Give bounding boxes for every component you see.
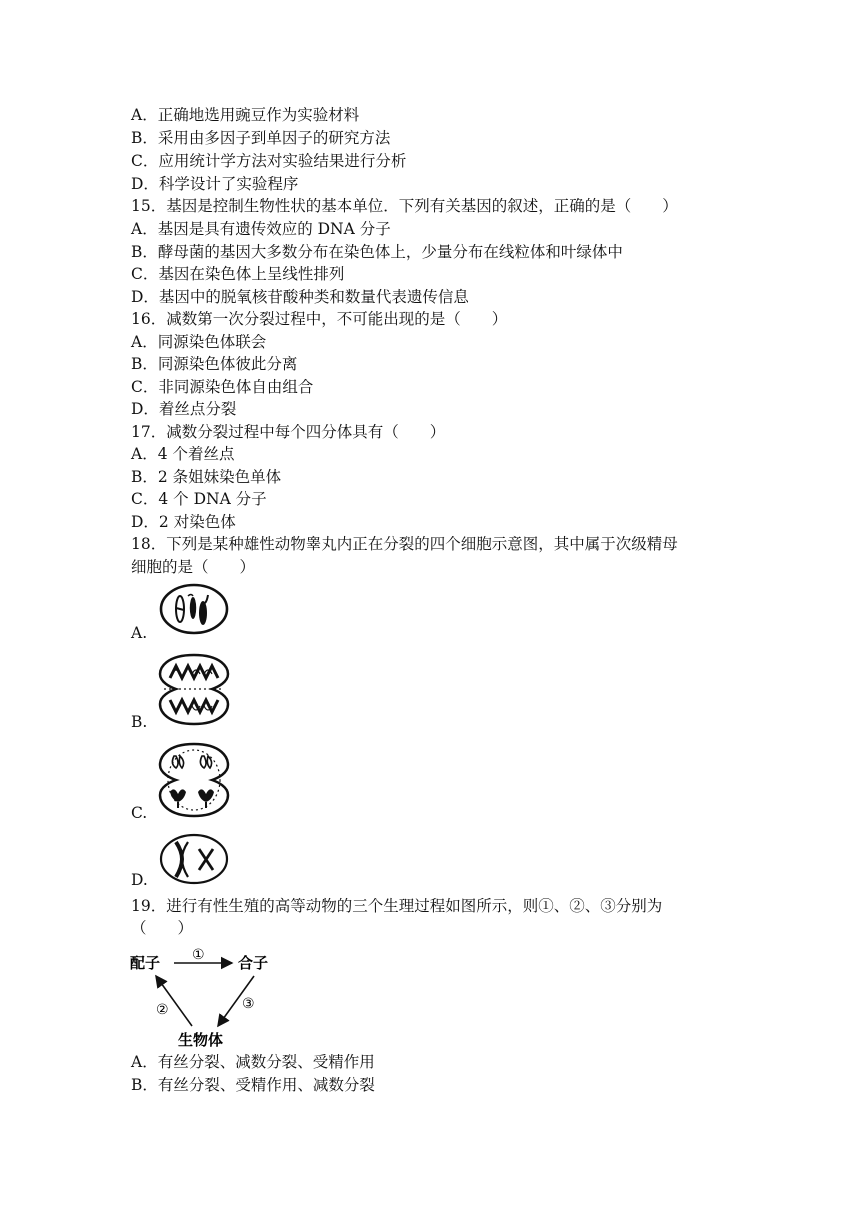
q15-stem: 15．基因是控制生物性状的基本单位．下列有关基因的叙述，正确的是（ ） [131,197,678,215]
q16-stem: 16．减数第一次分裂过程中，不可能出现的是（ ） [131,310,508,328]
arrow-2-label: ② [156,1002,169,1018]
q14-option-a: A．正确地选用豌豆作为实验材料 [131,106,360,124]
q16-option-c: C．非同源染色体自由组合 [131,378,314,396]
q19-option-a: A．有丝分裂、减数分裂、受精作用 [131,1053,375,1071]
q15-option-a: A．基因是具有遗传效应的 DNA 分子 [131,220,391,238]
q18-stem-line1: 18．下列是某种雄性动物睾丸内正在分裂的四个细胞示意图，其中属于次级精母 [131,535,678,553]
q14-option-c: C．应用统计学方法对实验结果进行分析 [131,152,407,170]
arrow-2 [156,976,192,1026]
q15-option-c: C．基因在染色体上呈线性排列 [131,265,345,283]
q19-option-b: B．有丝分裂、受精作用、减数分裂 [131,1076,375,1094]
q16-option-a: A．同源染色体联会 [131,333,267,351]
node-organism: 生物体 [178,1031,224,1049]
reproduction-cycle-diagram [126,944,282,1050]
q18-label-d: D. [131,871,148,889]
q17-option-c: C．4 个 DNA 分子 [131,490,267,508]
q17-option-d: D．2 对染色体 [131,513,236,531]
q14-option-b: B．采用由多因子到单因子的研究方法 [131,129,391,147]
q15-option-d: D．基因中的脱氧核苷酸种类和数量代表遗传信息 [131,288,469,306]
q14-option-d: D．科学设计了实验程序 [131,175,299,193]
arrow-1-label: ① [192,947,205,963]
arrow-3-label: ③ [242,996,255,1012]
q17-stem: 17．减数分裂过程中每个四分体具有（ ） [131,423,446,441]
q19-stem-line1: 19．进行有性生殖的高等动物的三个生理过程如图所示，则①、②、③分别为 [131,897,663,915]
cell-c-figure [156,740,232,820]
node-zygote: 合子 [238,954,269,972]
q18-label-c: C. [131,804,148,822]
cell-d-figure [158,832,230,886]
q15-option-b: B．酵母菌的基因大多数分布在染色体上，少量分布在线粒体和叶绿体中 [131,243,623,261]
q17-option-b: B．2 条姐妹染色单体 [131,468,282,486]
q18-label-a: A. [131,624,148,642]
q18-stem-line2: 细胞的是（ ） [131,558,256,576]
q19-stem-line2: （ ） [131,919,194,937]
q16-option-d: D．着丝点分裂 [131,400,237,418]
q17-option-a: A．4 个着丝点 [131,445,235,463]
q18-label-b: B. [131,713,148,731]
cell-a-figure [158,582,230,636]
cell-b-figure [156,650,232,728]
q16-option-b: B．同源染色体彼此分离 [131,355,298,373]
node-gamete: 配子 [130,954,161,972]
